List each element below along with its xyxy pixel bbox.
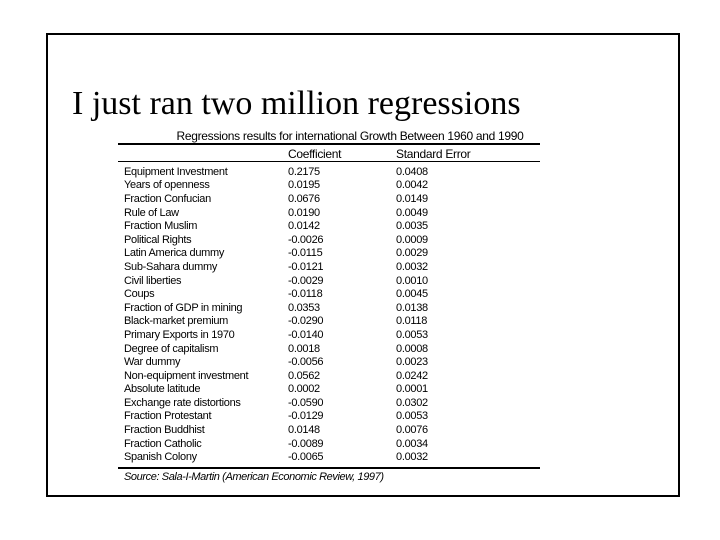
regression-table [118,129,540,483]
row-standard-error: 0.0242 [396,369,428,382]
row-standard-error: 0.0076 [396,424,428,437]
row-coefficient: -0.0590 [288,396,324,409]
row-coefficient: 0.0018 [288,342,320,355]
row-coefficient: -0.0065 [288,451,324,464]
row-coefficient: -0.0029 [288,274,324,287]
row-coefficient: -0.0140 [288,328,324,341]
table-row [118,206,540,220]
row-coefficient: -0.0089 [288,437,324,450]
row-variable: Coups [124,288,155,301]
table-row [118,355,540,369]
table-row [118,287,540,301]
row-coefficient: -0.0056 [288,356,324,369]
row-standard-error: 0.0032 [396,451,428,464]
row-coefficient: 0.0353 [288,301,320,314]
row-coefficient: -0.0129 [288,410,324,423]
row-coefficient: 0.0002 [288,383,320,396]
row-coefficient: 0.0195 [288,179,320,192]
table-row [118,192,540,206]
row-variable: Political Rights [124,233,192,246]
row-coefficient: 0.0190 [288,206,320,219]
row-variable: Black-market premium [124,315,229,328]
row-standard-error: 0.0042 [396,179,428,192]
table-row [118,315,540,329]
row-standard-error: 0.0049 [396,206,428,219]
source-note: Source: Sala-I-Martin (American Economic Review, 1997) [124,471,384,484]
table-row [118,328,540,342]
table-row [118,383,540,397]
table-row [118,342,540,356]
row-variable: Fraction Confucian [124,192,211,205]
header-standard-error: Standard Error [396,147,471,161]
row-coefficient: -0.0115 [288,247,323,260]
row-standard-error: 0.0023 [396,356,428,369]
table-row [118,369,540,383]
row-variable: Fraction Muslim [124,220,198,233]
row-coefficient: -0.0121 [288,260,324,273]
table-row [118,179,540,193]
row-variable: Primary Exports in 1970 [124,328,235,341]
table-row [118,423,540,437]
table-header [118,147,540,161]
table-row [118,274,540,288]
row-variable: Sub-Sahara dummy [124,260,218,273]
table-row [118,260,540,274]
row-standard-error: 0.0009 [396,233,428,246]
header-coefficient: Coefficient [288,147,342,161]
table-row [118,165,540,179]
row-coefficient: 0.0142 [288,220,320,233]
table-row [118,450,540,464]
row-standard-error: 0.0408 [396,165,428,178]
row-standard-error: 0.0302 [396,396,428,409]
row-variable: Degree of capitalism [124,342,219,355]
row-standard-error: 0.0138 [396,301,428,314]
row-variable: Non-equipment investment [124,369,249,382]
table-caption: Regressions results for international Growth Between 1960 and 1990 [176,129,524,143]
row-variable: Absolute latitude [124,383,201,396]
row-standard-error: 0.0034 [396,437,428,450]
table-row [118,247,540,261]
row-variable: Rule of Law [124,206,179,219]
row-coefficient: 0.2175 [288,165,320,178]
row-standard-error: 0.0149 [396,192,428,205]
row-coefficient: 0.0562 [288,369,320,382]
row-coefficient: 0.0148 [288,424,320,437]
row-coefficient: -0.0118 [288,288,323,301]
row-standard-error: 0.0045 [396,288,428,301]
row-coefficient: -0.0026 [288,233,324,246]
table-row [118,233,540,247]
row-standard-error: 0.0035 [396,220,428,233]
row-variable: Civil liberties [124,274,182,287]
row-variable: Fraction Protestant [124,410,212,423]
table-body [118,162,540,467]
row-variable: Fraction Buddhist [124,424,205,437]
row-variable: War dummy [124,356,181,369]
row-variable: Latin America dummy [124,247,225,260]
row-coefficient: 0.0676 [288,192,320,205]
row-coefficient: -0.0290 [288,315,324,328]
row-variable: Fraction Catholic [124,437,202,450]
row-standard-error: 0.0010 [396,274,428,287]
table-row [118,219,540,233]
row-standard-error: 0.0053 [396,410,428,423]
bottom-rule [118,467,540,469]
row-standard-error: 0.0008 [396,342,428,355]
row-standard-error: 0.0053 [396,328,428,341]
table-row [118,301,540,315]
row-standard-error: 0.0001 [396,383,428,396]
row-variable: Fraction of GDP in mining [124,301,243,314]
row-variable: Exchange rate distortions [124,396,241,409]
table-row [118,437,540,451]
row-standard-error: 0.0029 [396,247,428,260]
slide-title: I just ran two million regressions [72,85,521,122]
row-variable: Spanish Colony [124,451,197,464]
row-variable: Equipment Investment [124,165,228,178]
row-standard-error: 0.0118 [396,315,428,328]
table-row [118,396,540,410]
table-row [118,410,540,424]
top-rule [118,143,540,145]
row-variable: Years of openness [124,179,210,192]
row-standard-error: 0.0032 [396,260,428,273]
